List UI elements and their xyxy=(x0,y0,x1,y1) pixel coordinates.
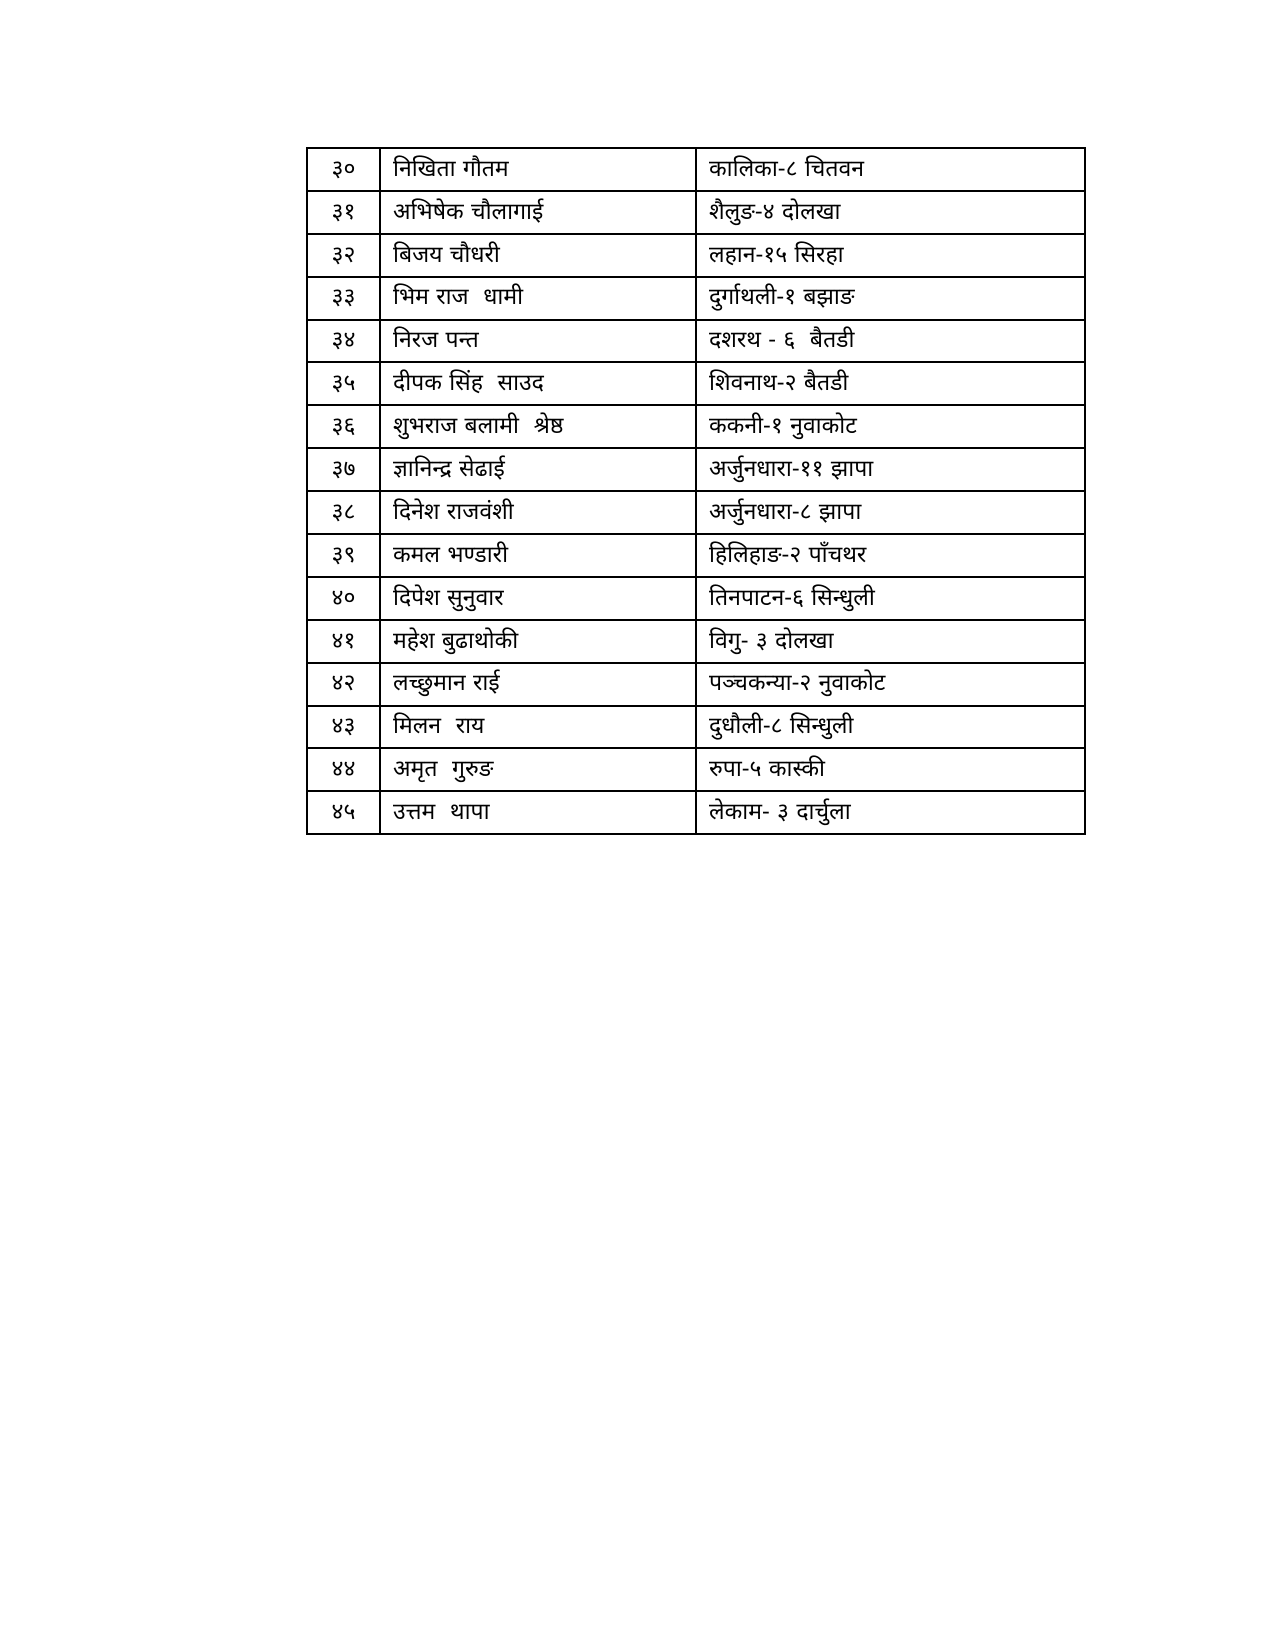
name-cell: महेश बुढाथोकी xyxy=(380,620,696,663)
serial-number-cell: ४३ xyxy=(307,706,380,749)
address-cell: लहान-१५ सिरहा xyxy=(696,234,1085,277)
serial-number-cell: ३७ xyxy=(307,448,380,491)
table-row xyxy=(307,277,1085,320)
name-cell: भिम राज धामी xyxy=(380,277,696,320)
name-cell: उत्तम थापा xyxy=(380,791,696,834)
table-row xyxy=(307,577,1085,620)
table-row xyxy=(307,362,1085,405)
address-cell: शिवनाथ-२ बैतडी xyxy=(696,362,1085,405)
table-row xyxy=(307,320,1085,363)
name-cell: दीपक सिंह साउद xyxy=(380,362,696,405)
name-cell: मिलन राय xyxy=(380,706,696,749)
table-row xyxy=(307,234,1085,277)
name-cell: शुभराज बलामी श्रेष्ठ xyxy=(380,405,696,448)
address-cell: हिलिहाङ-२ पाँचथर xyxy=(696,534,1085,577)
address-cell: विगु- ३ दोलखा xyxy=(696,620,1085,663)
serial-number-cell: ४० xyxy=(307,577,380,620)
name-cell: कमल भण्डारी xyxy=(380,534,696,577)
table-row xyxy=(307,534,1085,577)
address-cell: तिनपाटन-६ सिन्धुली xyxy=(696,577,1085,620)
address-cell: दुर्गाथली-१ बझाङ xyxy=(696,277,1085,320)
address-cell: ककनी-१ नुवाकोट xyxy=(696,405,1085,448)
serial-number-cell: ४१ xyxy=(307,620,380,663)
table-row xyxy=(307,148,1085,191)
name-cell: निरज पन्त xyxy=(380,320,696,363)
table-row xyxy=(307,706,1085,749)
name-cell: दिपेश सुनुवार xyxy=(380,577,696,620)
serial-number-cell: ३८ xyxy=(307,491,380,534)
address-cell: दुधौली-८ सिन्धुली xyxy=(696,706,1085,749)
name-cell: अभिषेक चौलागाई xyxy=(380,191,696,234)
serial-number-cell: ३० xyxy=(307,148,380,191)
table-row xyxy=(307,748,1085,791)
candidate-roster-table xyxy=(306,147,1086,835)
serial-number-cell: ३२ xyxy=(307,234,380,277)
address-cell: पञ्चकन्या-२ नुवाकोट xyxy=(696,663,1085,706)
name-cell: दिनेश राजवंशी xyxy=(380,491,696,534)
address-cell: दशरथ - ६ बैतडी xyxy=(696,320,1085,363)
serial-number-cell: ४४ xyxy=(307,748,380,791)
table-row xyxy=(307,191,1085,234)
name-cell: बिजय चौधरी xyxy=(380,234,696,277)
address-cell: अर्जुनधारा-११ झापा xyxy=(696,448,1085,491)
address-cell: कालिका-८ चितवन xyxy=(696,148,1085,191)
table-row xyxy=(307,448,1085,491)
serial-number-cell: ४२ xyxy=(307,663,380,706)
serial-number-cell: ३४ xyxy=(307,320,380,363)
address-cell: अर्जुनधारा-८ झापा xyxy=(696,491,1085,534)
address-cell: शैलुङ-४ दोलखा xyxy=(696,191,1085,234)
address-cell: रुपा-५ कास्की xyxy=(696,748,1085,791)
serial-number-cell: ४५ xyxy=(307,791,380,834)
name-cell: ज्ञानिन्द्र सेढाई xyxy=(380,448,696,491)
name-cell: अमृत गुरुङ xyxy=(380,748,696,791)
table-row xyxy=(307,620,1085,663)
serial-number-cell: ३५ xyxy=(307,362,380,405)
name-cell: निखिता गौतम xyxy=(380,148,696,191)
serial-number-cell: ३१ xyxy=(307,191,380,234)
name-cell: लच्छुमान राई xyxy=(380,663,696,706)
table-row xyxy=(307,491,1085,534)
table-row xyxy=(307,663,1085,706)
table-row xyxy=(307,405,1085,448)
roster-table-body xyxy=(307,148,1085,834)
serial-number-cell: ३६ xyxy=(307,405,380,448)
serial-number-cell: ३३ xyxy=(307,277,380,320)
serial-number-cell: ३९ xyxy=(307,534,380,577)
address-cell: लेकाम- ३ दार्चुला xyxy=(696,791,1085,834)
table-row xyxy=(307,791,1085,834)
